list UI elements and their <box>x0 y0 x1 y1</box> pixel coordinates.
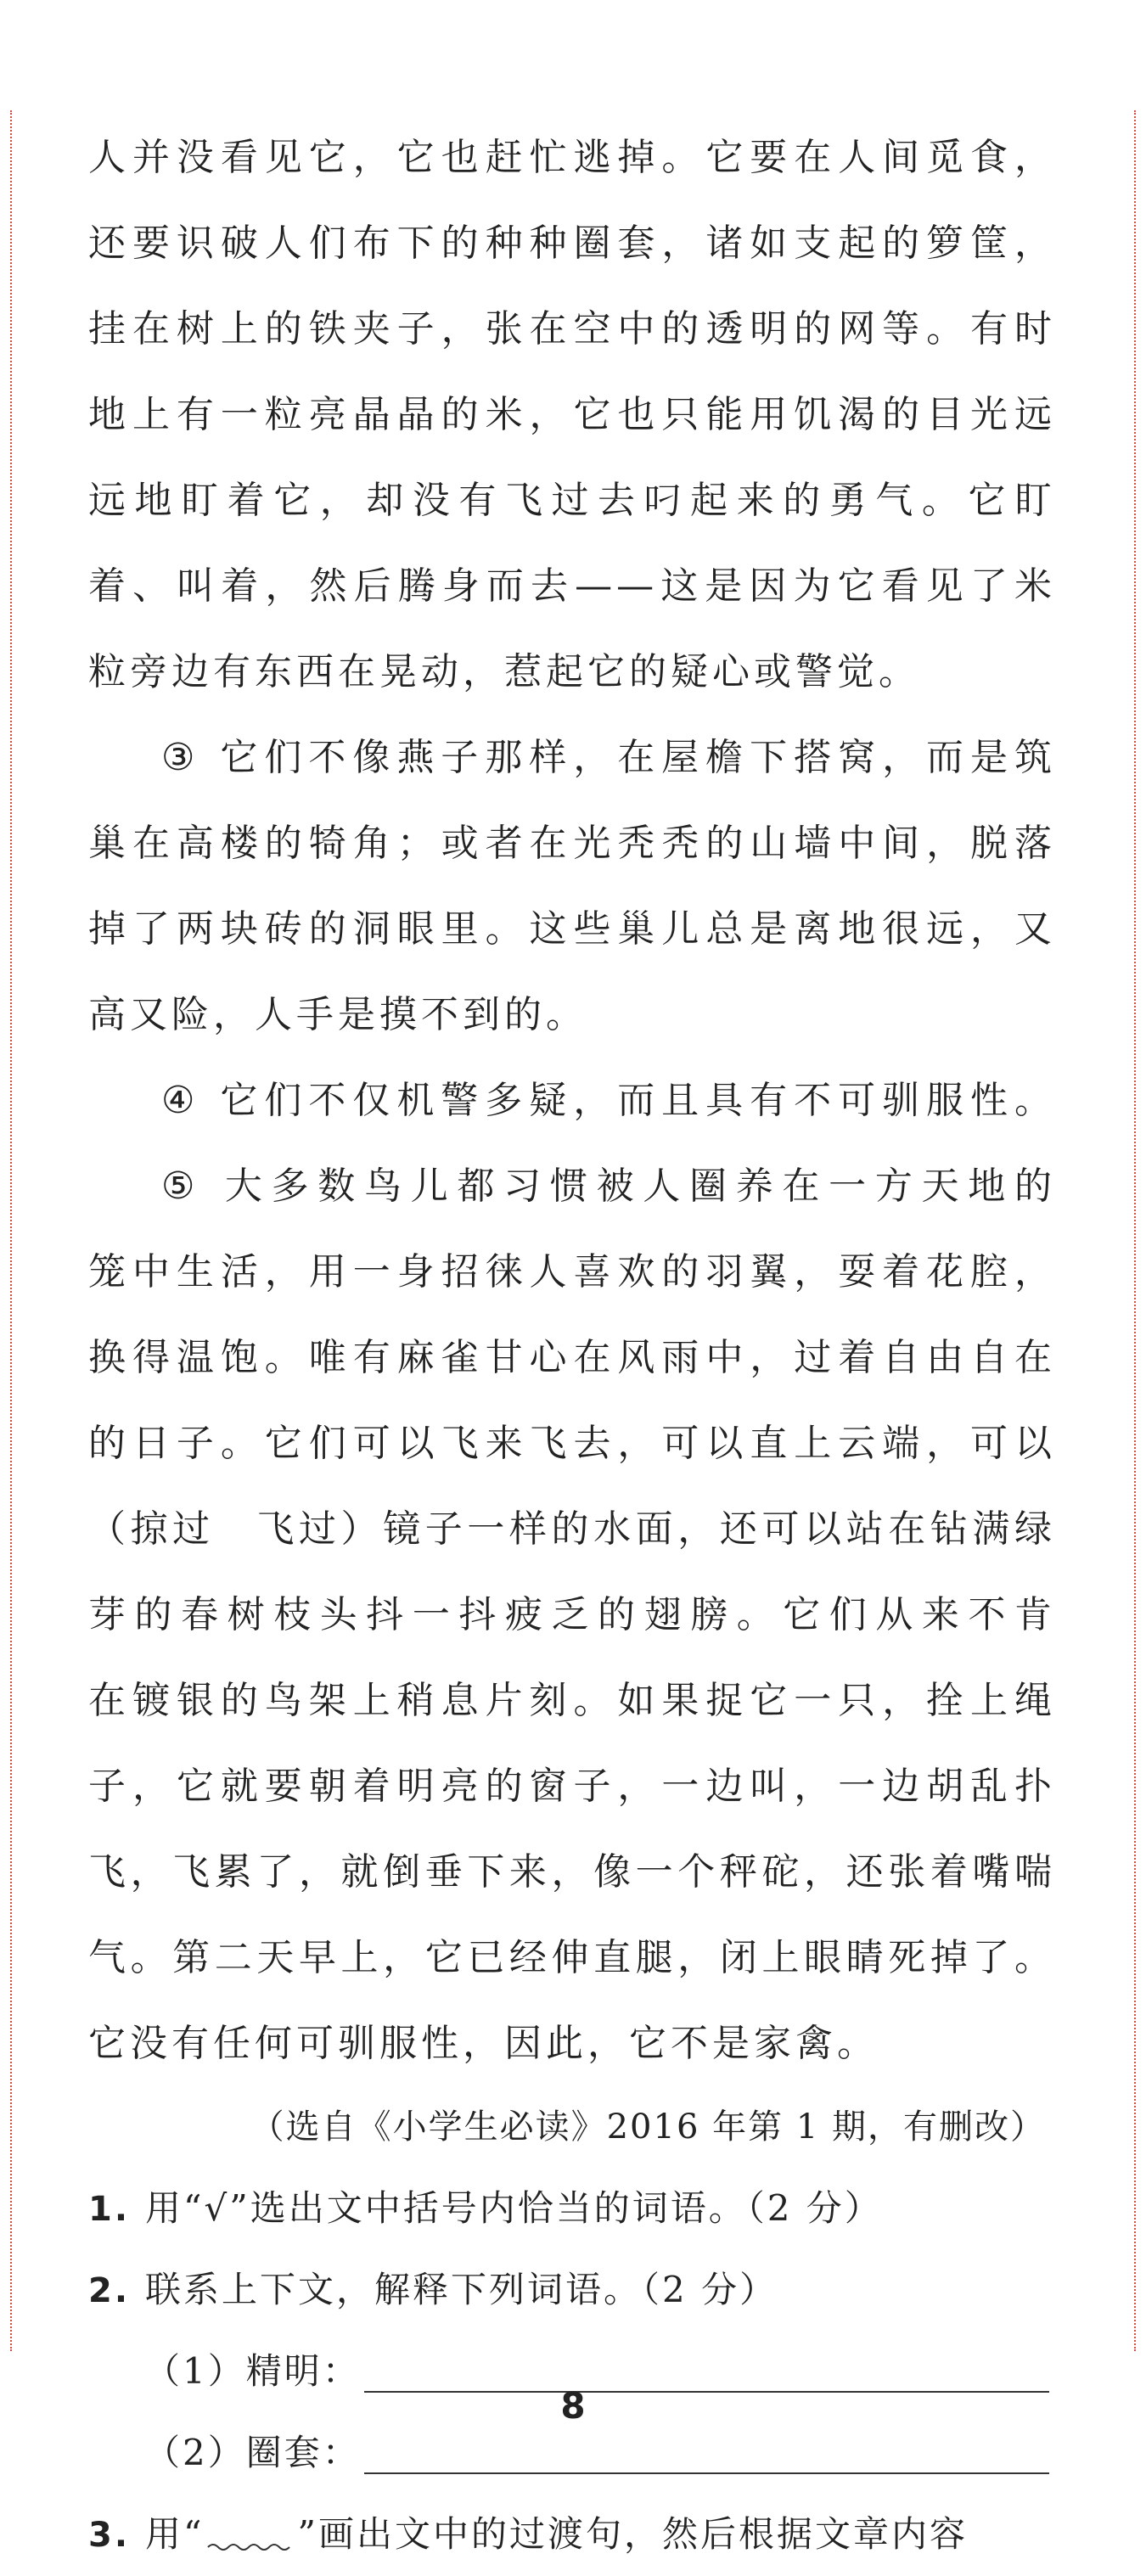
passage-line-with-choice: （掠过 飞过）镜子一样的水面，还可以站在钻满绿 <box>88 1507 1056 1551</box>
question-3 <box>88 2494 1056 2575</box>
passage-line-text: 大多数鸟儿都习惯被人圈养在一方天地的 <box>224 1165 1056 1208</box>
question-number: 3. <box>88 2516 131 2555</box>
passage-line: 挂在树上的铁夹子，张在空中的透明的网等。有时 <box>88 307 1056 351</box>
passage-line: 地上有一粒亮晶晶的米，它也只能用饥渴的目光远 <box>88 393 1056 436</box>
paragraph-marker: ④ <box>161 1079 202 1122</box>
passage-line-text: 它们不仅机警多疑，而且具有不可驯服性。 <box>220 1079 1056 1122</box>
question-2 <box>88 2249 1056 2331</box>
page-number: 8 <box>560 2385 586 2427</box>
passage-line: 气。第二天早上，它已经伸直腿，闭上眼睛死掉了。 <box>88 1936 1056 1979</box>
paragraph-3-first-line <box>88 715 1056 800</box>
source-citation: （选自《小学生必读》2016 年第 1 期，有删改） <box>250 2107 1046 2147</box>
answer-blank[interactable] <box>364 2432 1049 2474</box>
page-content <box>88 115 1056 2575</box>
passage-line: 飞，飞累了，就倒垂下来，像一个秤砣，还张着嘴喘 <box>88 1850 1056 1894</box>
passage-line-text: 它们不像燕子那样，在屋檐下搭窝，而是筑 <box>220 736 1056 779</box>
question-number: 1. <box>88 2190 131 2229</box>
question-text-before: 用“ <box>145 2513 205 2555</box>
right-margin-line <box>1134 110 1136 2351</box>
passage-line: 在镀银的鸟架上稍息片刻。如果捉它一只，拴上绳 <box>88 1679 1056 1722</box>
paragraph-marker: ③ <box>161 736 202 779</box>
passage-line: 高又险，人手是摸不到的。 <box>88 993 587 1036</box>
question-number: 2. <box>88 2271 131 2310</box>
passage-line: 着、叫着，然后腾身而去——这是因为它看见了米 <box>88 564 1056 608</box>
passage-line: 它没有任何可驯服性，因此，它不是家禽。 <box>88 2022 879 2065</box>
passage-line: 笼中生活，用一身招徕人喜欢的羽翼，耍着花腔， <box>88 1250 1056 1294</box>
sub-item-label: （1）精明： <box>144 2350 361 2392</box>
question-1 <box>88 2168 1056 2249</box>
sub-item-label: （2）圈套： <box>144 2432 361 2473</box>
passage-line: 人并没看见它，它也赶忙逃掉。它要在人间觅食， <box>88 136 1056 179</box>
passage-line: 远地盯着它，却没有飞过去叼起来的勇气。它盯 <box>88 479 1056 522</box>
question-text: 用“√”选出文中括号内恰当的词语。（2 分） <box>145 2187 883 2229</box>
question-text: 联系上下文，解释下列词语。（2 分） <box>145 2269 778 2310</box>
passage-line: 掉了两块砖的洞眼里。这些巢儿总是离地很远，又 <box>88 907 1056 951</box>
passage-line: 粒旁边有东西在晃动，惹起它的疑心或警觉。 <box>88 650 920 693</box>
paragraph-marker: ⑤ <box>161 1165 205 1208</box>
passage-line: 换得温饱。唯有麻雀甘心在风雨中，过着自由自在 <box>88 1336 1056 1379</box>
passage-line: 还要识破人们布下的种种圈套，诸如支起的箩筐， <box>88 222 1056 265</box>
passage-line: 巢在高楼的犄角；或者在光秃秃的山墙中间，脱落 <box>88 822 1056 865</box>
passage-line: 芽的春树枝头抖一抖疲乏的翅膀。它们从来不肯 <box>88 1593 1056 1636</box>
wavy-underline-icon <box>205 2518 298 2556</box>
left-margin-line <box>10 110 12 2351</box>
paragraph-4-line <box>88 1058 1056 1143</box>
passage-line: 的日子。它们可以飞来飞去，可以直上云端，可以 <box>88 1422 1056 1465</box>
paragraph-5-first-line <box>88 1143 1056 1229</box>
question-text-after: ”画出文中的过渡句，然后根据文章内容 <box>297 2513 968 2555</box>
passage-line: 子，它就要朝着明亮的窗子，一边叫，一边胡乱扑 <box>88 1765 1056 1808</box>
